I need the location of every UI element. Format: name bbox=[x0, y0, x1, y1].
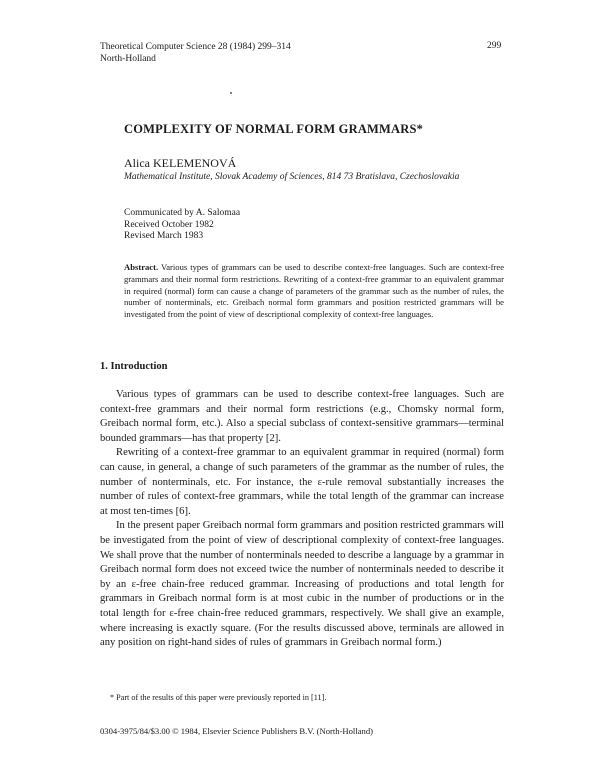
paper-title: COMPLEXITY OF NORMAL FORM GRAMMARS* bbox=[124, 122, 424, 136]
editorial-history bbox=[124, 208, 240, 243]
section-heading: 1. Introduction bbox=[100, 361, 168, 372]
body-text bbox=[100, 388, 504, 651]
received-date: Received October 1982 bbox=[124, 219, 214, 230]
author-affiliation: Mathematical Institute, Slovak Academy of Sciences, 814 73 Bratislava, Czechoslovakia bbox=[124, 172, 460, 182]
revised-date: Revised March 1983 bbox=[124, 231, 204, 241]
publisher-line: North-Holland bbox=[100, 54, 156, 64]
paragraph: Rewriting of a context-free grammar to an equivalent grammar in required (normal) form can cause, in general, a change of such parameters of the grammar as the number of rules, the number of nonterminals, etc. For instance, the ε-rule removal substantially increases the number of rules of context-free grammars, while the total length of the grammar can increase at most ten-times [6]. bbox=[100, 447, 504, 517]
abstract-label: Abstract. bbox=[124, 262, 159, 272]
paragraph: In the present paper Greibach normal form grammars and position restricted grammars will be investigated from the point of view of descriptional complexity of context-free languages. We shall prove that the number of nonterminals needed to describe a language by a grammar in Greibach normal form does not exceed twice the number of nonterminals needed to describe it by an ε-free chain-free reduced grammar. Increasing of productions and total length for grammars in Greibach normal form is at most cubic in the number of productions or in the total length for ε-free chain-free reduced grammars, respectively. We shall give an example, where increasing is exactly square. (For the results discussed above, terminals are allowed in any position on right-hand sides of rules of grammars in Greibach normal form.) bbox=[100, 520, 504, 649]
paragraph: Various types of grammars can be used to describe context-free languages. Such are context-free grammars and their normal form restrictions (e.g., Chomsky normal form, Greibach normal form, etc.). Also a special subclass of context-sensitive grammars—terminal bounded grammars—has that property [2]. bbox=[100, 389, 504, 444]
abstract bbox=[124, 262, 504, 321]
journal-line: Theoretical Computer Science 28 (1984) 299–314 bbox=[100, 42, 291, 52]
author-name: Alica KELEMENOVÁ bbox=[124, 156, 237, 170]
scan-speck bbox=[230, 92, 232, 94]
abstract-text: Various types of grammars can be used to describe context-free languages. Such are context-free grammars and their normal form restrictions. Rewriting of a context-free grammar to an equivalent grammar in required (normal) form can cause a change of parameters of the grammar such as the number of rules, the number of nonterminals, etc. Greibach normal form grammars and position restricted grammars will be investigated from the point of view of descriptional complexity of context-free languages. bbox=[124, 262, 505, 320]
communicated-by: Communicated by A. Salomaa bbox=[124, 208, 241, 218]
footnote: * Part of the results of this paper were previously reported in [11]. bbox=[110, 693, 327, 702]
page-number: 299 bbox=[487, 41, 502, 51]
copyright-footer: 0304-3975/84/$3.00 © 1984, Elsevier Science Publishers B.V. (North-Holland) bbox=[100, 726, 373, 736]
journal-citation bbox=[100, 41, 291, 65]
